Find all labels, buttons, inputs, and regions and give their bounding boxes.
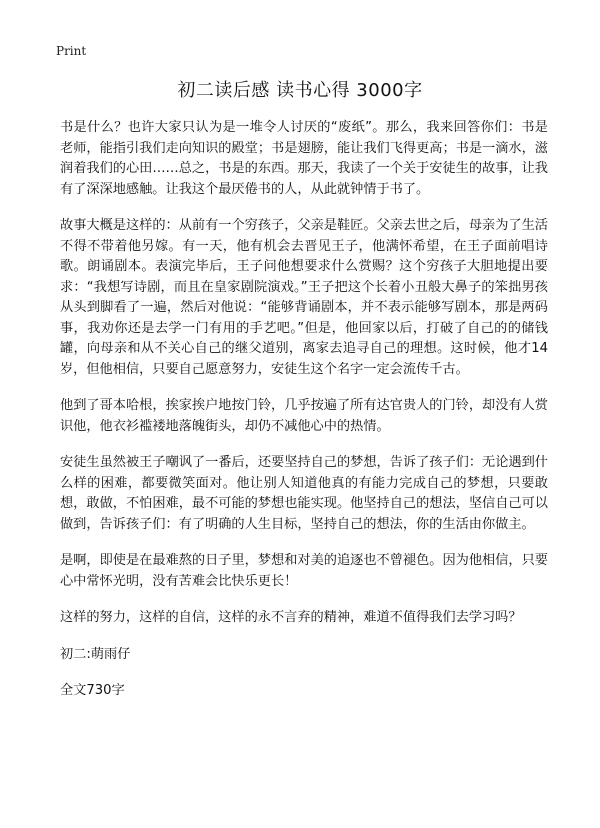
word-count: 全文730字: [60, 683, 125, 698]
paragraph-intro: 书是什么？也许大家只认为是一堆令人讨厌的“废纸”。那么，我来回答你们：书是老师，能指引我们走向知识的殿堂；书是翅膀，能让我们飞得更高；书是一滴水，滋润着我们的心田……总之，书是的东西。那天，我读了一个关于安徒生的故事，让我有了深深地感触。让我这个最厌倦书的人，从此就钟情于书了。: [60, 120, 548, 197]
document-body: [60, 118, 548, 718]
author-line: 初二:萌雨仔: [60, 646, 131, 662]
paragraph-copenhagen: 他到了哥本哈根，挨家挨户地按门铃，几乎按遍了所有达官贵人的门铃，却没有人赏识他，他衣衫褴褛地落魄街头，却仍不减他心中的热情。: [60, 398, 548, 434]
paragraph-persistence: 安徒生虽然被王子嘲讽了一番后，还要坚持自己的梦想，告诉了孩子们：无论遇到什么样的困难，都要微笑面对。他让别人知道他真的有能力完成自己的梦想，只要敢想，敢做，不怕困难，最不可能的梦想也能实现。他坚持自己的想法，坚信自己可以做到，告诉孩子们：有了明确的人生目标，坚持自己的想法，你的生活由你做主。: [60, 455, 548, 532]
document-title: 初二读后感 读书心得 3000字: [177, 80, 423, 101]
paragraph-hope: 是啊，即使是在最难熬的日子里，梦想和对美的追逐也不曾褪色。因为他相信，只要心中常怀光明，没有苦难会比快乐更长！: [60, 553, 548, 589]
paragraph-conclusion: 这样的努力，这样的自信，这样的永不言弃的精神，难道不值得我们去学习吗？: [60, 610, 522, 625]
paragraph-story: 故事大概是这样的：从前有一个穷孩子，父亲是鞋匠。父亲去世之后，母亲为了生活不得不带着他另嫁。有一天，他有机会去晋见王子，他满怀希望，在王子面前唱诗歌。朗诵剧本。表演完毕后，王子问他想要求什么赏赐？这个穷孩子大胆地提出要求：“我想写诗剧，而且在皇家剧院演戏。”王子把这个长着小丑般大鼻子的笨拙男孩从头到脚看了一遍，然后对他说：“能够背诵剧本，并不表示能够写剧本，那是两码事，我劝你还是去学一门有用的手艺吧。”但是，他回家以后，打破了自己的的储钱罐，向母亲和从不关心自己的继父道别，离家去追寻自己的理想。这时候，他才14岁，但他相信，只要自己愿意努力，安徒生这个名字一定会流传千古。: [60, 218, 548, 377]
print-link[interactable]: Print: [56, 44, 87, 58]
